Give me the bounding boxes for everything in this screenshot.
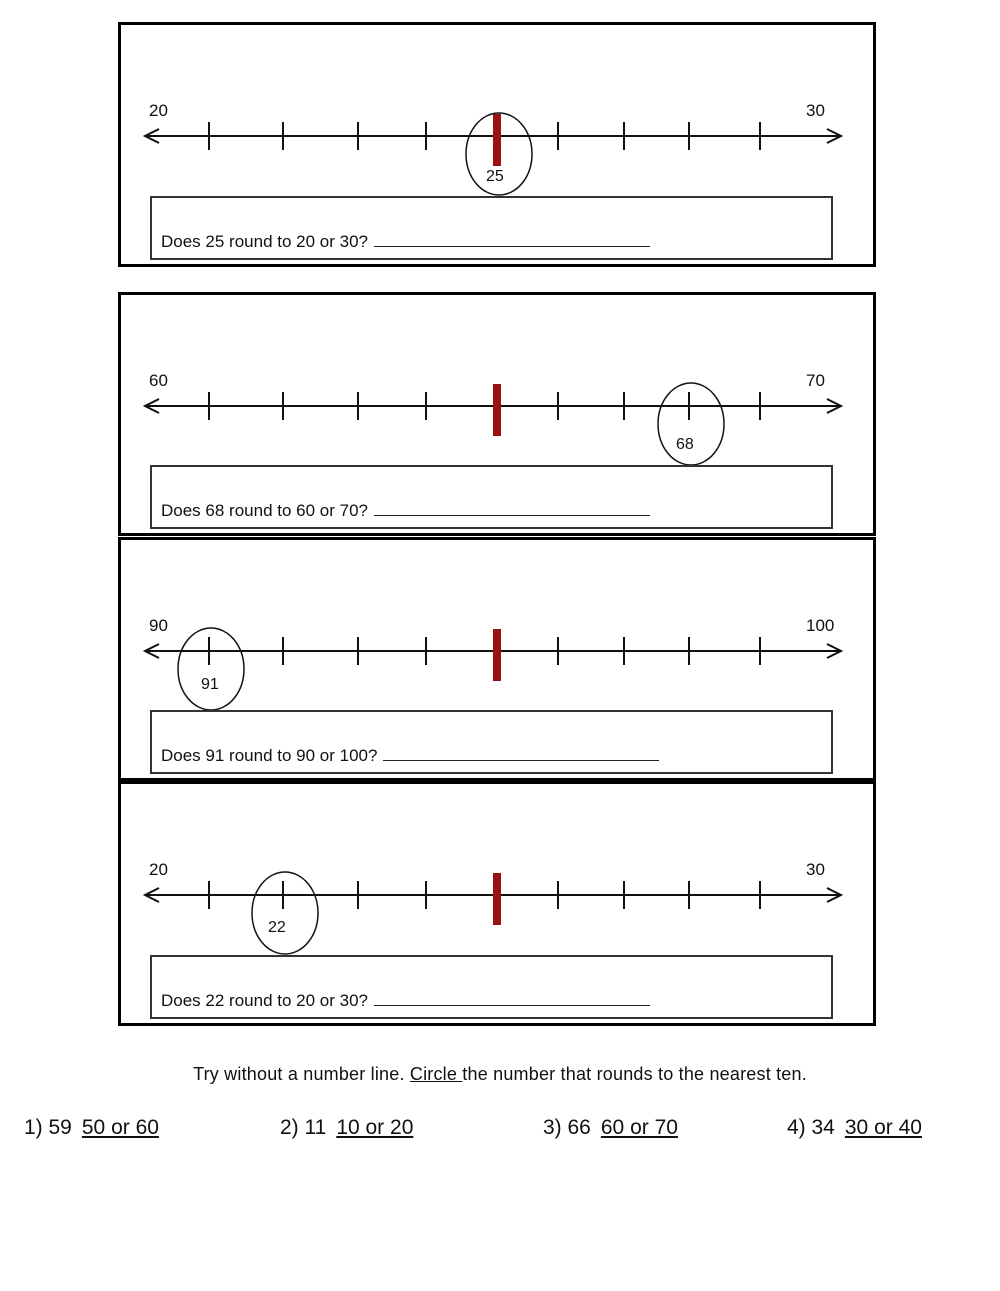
number-line-panel-3 <box>118 537 876 781</box>
circle-keyword: Circle <box>409 1064 463 1084</box>
answer-blank[interactable] <box>374 991 650 1006</box>
problem-options[interactable]: 50 or 60 <box>81 1116 159 1139</box>
circled-number-label: 22 <box>268 919 286 936</box>
answer-blank[interactable] <box>374 501 650 516</box>
question-box <box>150 465 833 529</box>
answer-blank[interactable] <box>383 746 659 761</box>
number-line <box>121 784 873 984</box>
midpoint-marker <box>493 114 501 166</box>
question-text: Does 22 round to 20 or 30? <box>161 991 650 1011</box>
question-text: Does 25 round to 20 or 30? <box>161 232 650 252</box>
question-box <box>150 196 833 260</box>
circled-number-label: 25 <box>486 168 504 185</box>
left-endpoint-label: 90 <box>149 616 168 635</box>
question-text: Does 91 round to 90 or 100? <box>161 746 659 766</box>
problem-2: 2) 11 10 or 20 <box>280 1116 414 1139</box>
right-endpoint-label: 100 <box>806 616 835 635</box>
problem-options[interactable]: 10 or 20 <box>336 1116 414 1139</box>
problem-options[interactable]: 30 or 40 <box>844 1116 922 1139</box>
problem-1: 1) 59 50 or 60 <box>24 1116 159 1139</box>
answer-blank[interactable] <box>374 232 650 247</box>
right-endpoint-label: 30 <box>806 101 825 120</box>
left-endpoint-label: 20 <box>149 860 168 879</box>
midpoint-marker <box>493 873 501 925</box>
answer-circle <box>178 628 244 710</box>
number-line-panel-1 <box>118 22 876 267</box>
circled-number-label: 68 <box>676 436 694 453</box>
left-endpoint-label: 20 <box>149 101 168 120</box>
question-box <box>150 710 833 774</box>
question-box <box>150 955 833 1019</box>
left-endpoint-label: 60 <box>149 371 168 390</box>
number-line-panel-4 <box>118 781 876 1026</box>
instruction-text: Try without a number line. Circle the number that rounds to the nearest ten. <box>193 1064 807 1084</box>
circled-number-label: 91 <box>201 676 219 693</box>
midpoint-marker <box>493 629 501 681</box>
number-line <box>121 25 873 225</box>
problem-3: 3) 66 60 or 70 <box>543 1116 678 1139</box>
problem-4: 4) 34 30 or 40 <box>787 1116 922 1139</box>
question-text: Does 68 round to 60 or 70? <box>161 501 650 521</box>
problem-options[interactable]: 60 or 70 <box>600 1116 678 1139</box>
number-line-panel-2 <box>118 292 876 536</box>
right-endpoint-label: 70 <box>806 371 825 390</box>
midpoint-marker <box>493 384 501 436</box>
right-endpoint-label: 30 <box>806 860 825 879</box>
answer-circle <box>252 872 318 954</box>
